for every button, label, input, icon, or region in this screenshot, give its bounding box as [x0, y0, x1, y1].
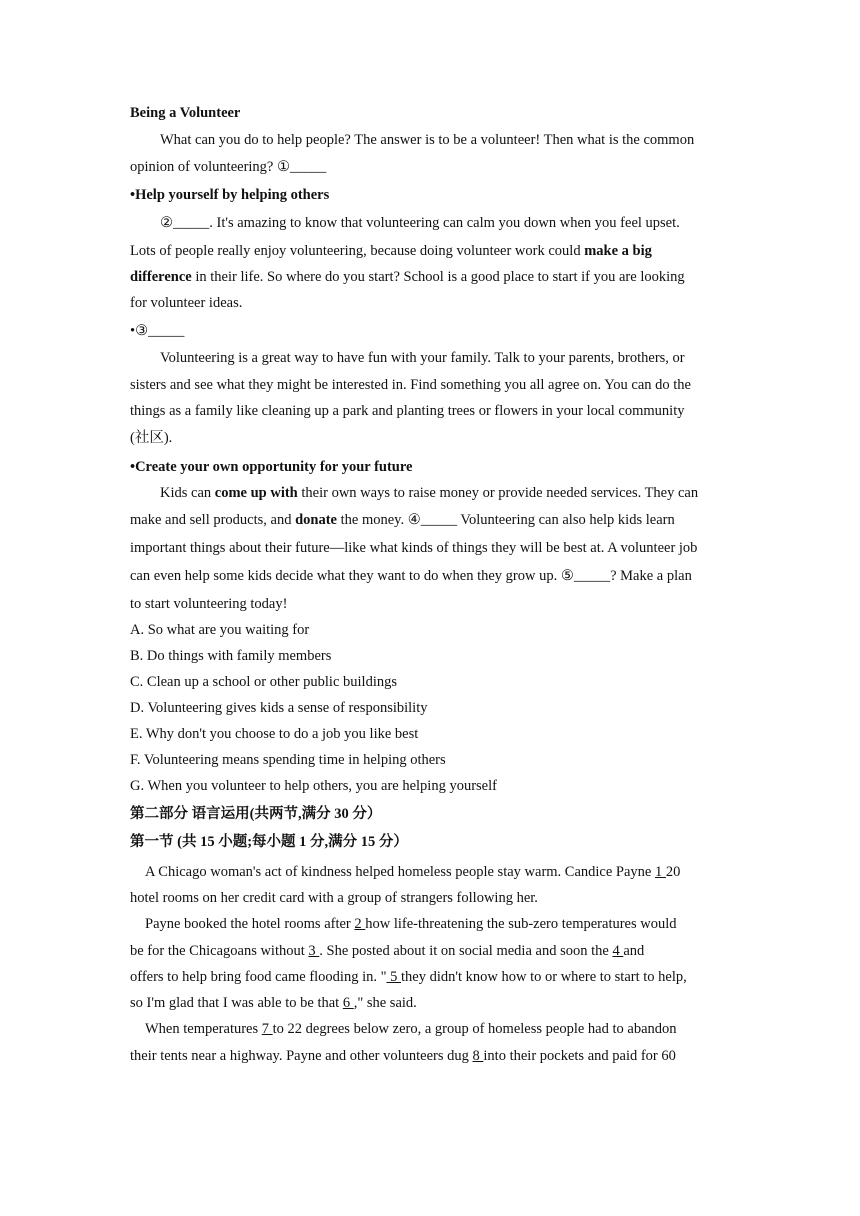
part-heading: 第二部分 语言运用(共两节,满分 30 分）	[130, 806, 382, 822]
blank-5: 5	[386, 969, 402, 985]
paragraph-line: Payne booked the hotel rooms after 2 how life-threatening the sub-zero temperatures would	[145, 916, 677, 932]
paragraph-line: Volunteering is a great way to have fun with your family. Talk to your parents, brothers, or	[160, 350, 685, 366]
paragraph-line: offers to help bring food came flooding in. " 5 they didn't know how to or where to start to help,	[130, 969, 687, 985]
paragraph-line: important things about their future—like what kinds of things they will be best at. A volunteer job	[130, 540, 698, 556]
blank-3: 3	[308, 943, 320, 959]
paragraph-line: things as a family like cleaning up a park and planting trees or flowers in your local community	[130, 403, 685, 419]
blank-8: 8	[472, 1048, 484, 1064]
paragraph-line: What can you do to help people? The answer is to be a volunteer! Then what is the common	[160, 132, 695, 148]
paragraph-line: sisters and see what they might be interested in. Find something you all agree on. You can do the	[130, 377, 691, 393]
paragraph-line: to start volunteering today!	[130, 596, 288, 612]
paragraph-line: Lots of people really enjoy volunteering, because doing volunteer work could make a big	[130, 243, 652, 259]
paragraph-line: opinion of volunteering? ①_____	[130, 159, 327, 175]
paragraph-line: ②_____. It's amazing to know that volunteering can calm you down when you feel upset.	[160, 215, 680, 231]
option-d: D. Volunteering gives kids a sense of responsibility	[130, 700, 428, 716]
paragraph-line: Kids can come up with their own ways to raise money or provide needed services. They can	[160, 485, 699, 501]
paragraph-line: When temperatures 7 to 22 degrees below zero, a group of homeless people had to abandon	[145, 1021, 677, 1037]
option-b: B. Do things with family members	[130, 648, 332, 664]
blank-6: 6	[342, 995, 354, 1011]
blank-4: 4	[612, 943, 624, 959]
blank-1: 1	[655, 864, 666, 880]
option-c: C. Clean up a school or other public buildings	[130, 674, 398, 690]
blank-2: 2	[354, 916, 366, 932]
option-a: A. So what are you waiting for	[130, 622, 310, 638]
section-heading: •Create your own opportunity for your future	[130, 459, 413, 475]
paragraph-line: be for the Chicagoans without 3 . She posted about it on social media and soon the 4 and	[130, 943, 645, 959]
paragraph-line: so I'm glad that I was able to be that 6 ," she said.	[130, 995, 417, 1011]
section-heading: •③_____	[130, 323, 185, 339]
paragraph-line: (社区).	[130, 430, 173, 446]
paragraph-line: difference in their life. So where do you start? School is a good place to start if you are looking	[130, 269, 685, 285]
section-heading: •Help yourself by helping others	[130, 187, 330, 203]
paragraph-line: hotel rooms on her credit card with a group of strangers following her.	[130, 890, 538, 906]
blank-7: 7	[261, 1021, 273, 1037]
option-e: E. Why don't you choose to do a job you like best	[130, 726, 419, 742]
paragraph-line: A Chicago woman's act of kindness helped homeless people stay warm. Candice Payne 1 20	[145, 864, 681, 880]
paragraph-line: make and sell products, and donate the money. ④_____ Volunteering can also help kids learn	[130, 512, 675, 528]
reading-title: Being a Volunteer	[130, 105, 241, 121]
option-g: G. When you volunteer to help others, you are helping yourself	[130, 778, 497, 794]
paragraph-line: can even help some kids decide what they want to do when they grow up. ⑤_____? Make a plan	[130, 568, 692, 584]
option-f: F. Volunteering means spending time in helping others	[130, 752, 446, 768]
section-heading: 第一节 (共 15 小题;每小题 1 分,满分 15 分）	[130, 834, 408, 850]
paragraph-line: their tents near a highway. Payne and other volunteers dug 8 into their pockets and paid for 60	[130, 1048, 676, 1064]
paragraph-line: for volunteer ideas.	[130, 295, 243, 311]
